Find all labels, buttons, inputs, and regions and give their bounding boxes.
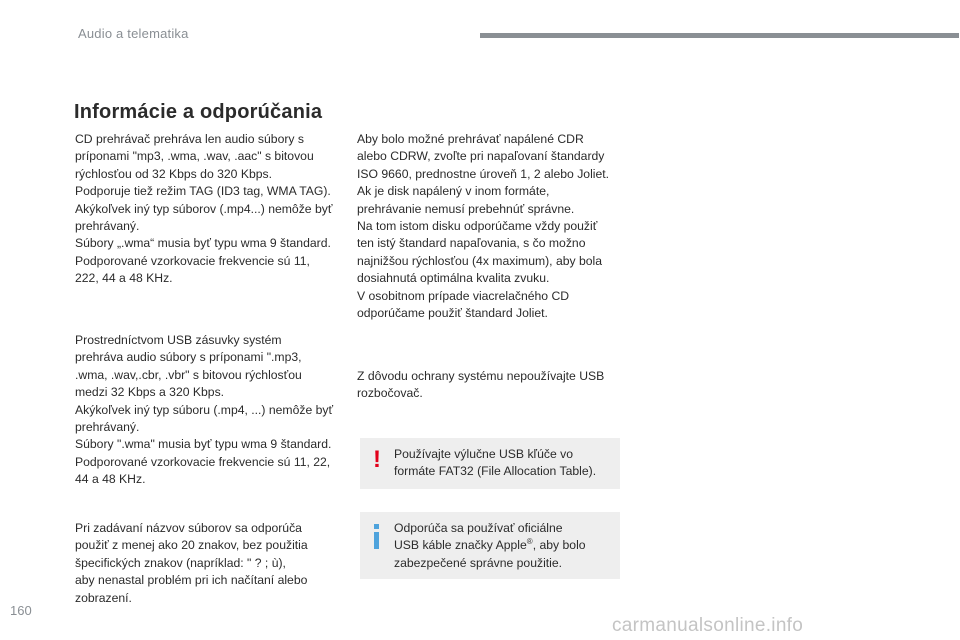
page-number: 160 bbox=[10, 603, 32, 618]
info-box bbox=[360, 512, 620, 579]
section-header: Audio a telematika bbox=[78, 26, 189, 41]
paragraph-file-names: Pri zadávaní názvov súborov sa odporúča použiť z menej ako 20 znakov, bez použitia špecifických znakov (napríklad: " ? ; ù), aby nenastal problém pri ich načítaní alebo zobrazení. bbox=[75, 521, 308, 605]
info-text-before: Odporúča sa používať oficiálne USB káble značky Apple bbox=[394, 521, 563, 553]
paragraph-usb-files: Prostredníctvom USB zásuvky systém prehráva audio súbory s príponami ".mp3, .wma, .wav,.cbr, .vbr" s bitovou rýchlosťou medzi 32 Kbps a 320 Kbps. Akýkoľvek iný typ súboru (.mp4, ...) nemôže byť prehrávaný. Súbory ".wma" musia byť typu wma 9 štandard. Podporované vzorkovacie frekvencie sú 11, 22, 44 a 48 KHz. bbox=[75, 333, 334, 487]
paragraph-usb-hub: Z dôvodu ochrany systému nepoužívajte USB rozbočovač. bbox=[357, 369, 605, 401]
header-bar bbox=[480, 33, 959, 38]
info-text bbox=[394, 520, 614, 572]
info-text-after: , aby bolo zabezpečené správne použitie. bbox=[394, 538, 586, 570]
registered-mark: ® bbox=[526, 537, 533, 547]
page-title: Informácie a odporúčania bbox=[74, 101, 323, 123]
watermark: carmanualsonline.info bbox=[612, 615, 804, 636]
warning-text: Používajte výlučne USB kľúče vo formáte FAT32 (File Allocation Table). bbox=[394, 447, 597, 479]
warning-box bbox=[360, 438, 620, 489]
exclamation-icon: ! bbox=[373, 446, 381, 473]
paragraph-burned-cd: Aby bolo možné prehrávať napálené CDR alebo CDRW, zvoľte pri napaľovaní štandardy ISO 9660, prednostne úroveň 1, 2 alebo Joliet. Ak je disk napálený v inom formáte, prehrávanie nemusí prebehnúť správne. Na tom istom disku odporúčame vždy použiť ten istý štandard napaľovania, s čo možno najnižšou rýchlosťou (4x maximum), aby bola dosiahnutá optimálna kvalita zvuku. V osobitnom prípade viacrelačného CD odporúčame použiť štandard Joliet. bbox=[357, 132, 610, 321]
paragraph-cd-player: CD prehrávač prehráva len audio súbory s príponami "mp3, .wma, .wav, .aac" s bitovou rýchlosťou od 32 Kbps do 320 Kbps. Podporuje tiež režim TAG (ID3 tag, WMA TAG). Akýkoľvek iný typ súborov (.mp4...) nemôže byť prehrávaný. Súbory „.wma“ musia byť typu wma 9 štandard. Podporované vzorkovacie frekvencie sú 11, 222, 44 a 48 KHz. bbox=[75, 132, 333, 286]
